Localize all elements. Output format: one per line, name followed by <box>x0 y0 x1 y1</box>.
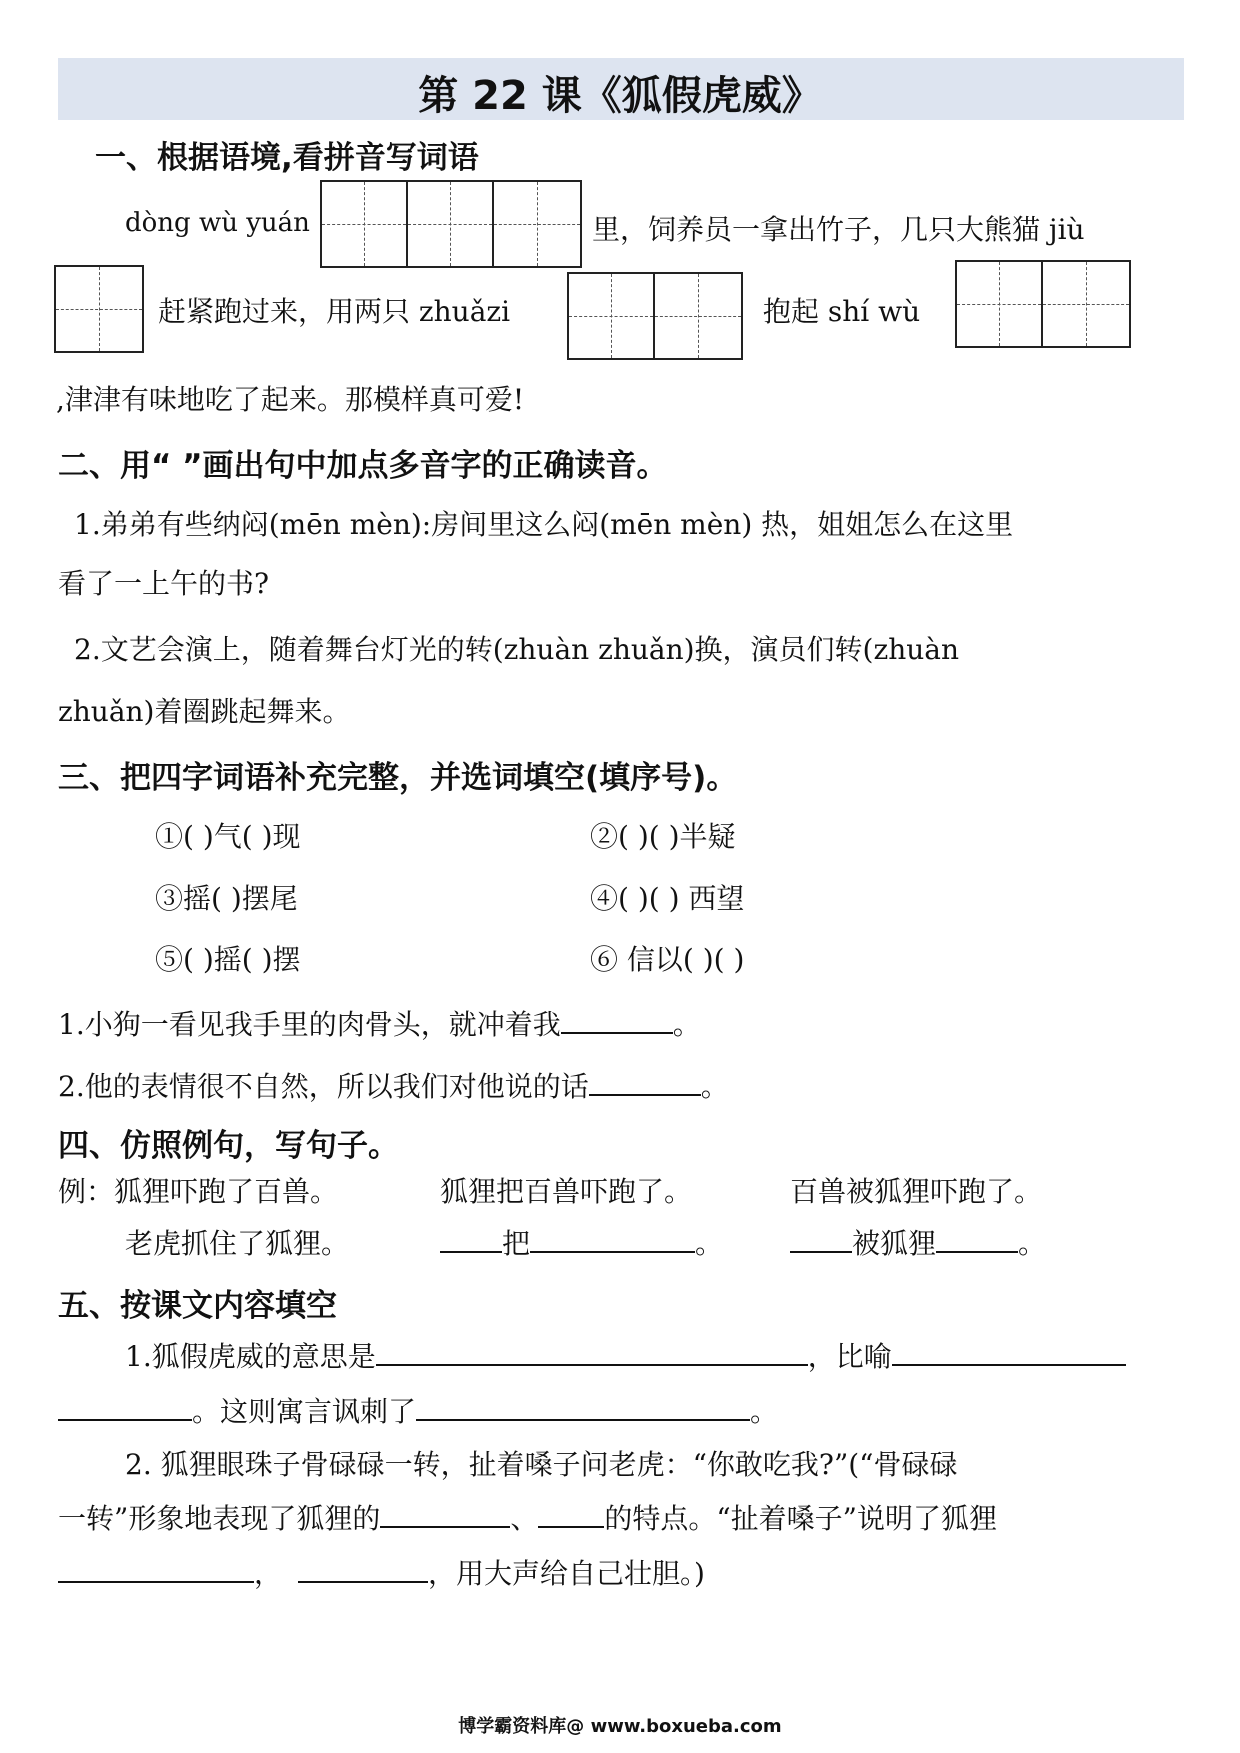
s5-satire-blank[interactable] <box>416 1418 750 1421</box>
writing-grid-zhuazi[interactable] <box>567 272 743 360</box>
writing-grid-dongwuyuan[interactable] <box>320 180 582 268</box>
footer-watermark: 博学霸资料库@ www.boxueba.com <box>458 1716 782 1737</box>
s3-q2-blank[interactable] <box>589 1093 701 1096</box>
section-1-heading: 一、根据语境,看拼音写词语 <box>95 140 479 176</box>
idiom-4: ④( )( ) 西望 <box>590 882 745 915</box>
writing-grid-jiu[interactable] <box>54 265 144 353</box>
s2-q1-line1: 1.弟弟有些纳闷(mēn mèn):房间里这么闷(mēn mèn) 热，姐姐怎么在这里 <box>74 508 1014 541</box>
idiom-3: ③摇( )摆尾 <box>155 882 298 915</box>
s3-q1-blank[interactable] <box>561 1031 673 1034</box>
s5-meaning-blank[interactable] <box>376 1363 808 1366</box>
s4-answer-bei: 被狐狸 。 <box>790 1222 1046 1262</box>
pinyin-dongwuyuan: dòng wù yuán <box>125 208 310 238</box>
s4-bei-blank-1[interactable] <box>790 1250 852 1253</box>
s2-q2-line1: 2.文艺会演上，随着舞台灯光的转(zhuàn zhuǎn)换，演员们转(zhuàn <box>74 633 960 666</box>
s4-answer-ba: 把 。 <box>440 1222 723 1262</box>
writing-grid-shiwu[interactable] <box>955 260 1131 348</box>
s5-metaphor-blank-2[interactable] <box>58 1418 192 1421</box>
s4-example-2: 狐狸把百兽吓跑了。 <box>440 1175 693 1208</box>
s5-q1-line2: 。这则寓言讽刺了 。 <box>58 1390 778 1430</box>
s5-shout-blank-1[interactable] <box>58 1580 254 1583</box>
s5-trait-blank-1[interactable] <box>380 1525 510 1528</box>
s1-text-3: 抱起 shí wù <box>763 295 921 328</box>
s5-metaphor-blank-1[interactable] <box>892 1363 1126 1366</box>
s3-q1: 1.小狗一看见我手里的肉骨头，就冲着我 。 <box>58 1008 701 1041</box>
s4-bei-blank-2[interactable] <box>936 1250 1018 1253</box>
s5-q2-line2: 一转”形象地表现了狐狸的 、 的特点。“扯着嗓子”说明了狐狸 <box>58 1502 997 1535</box>
s5-shout-blank-2[interactable] <box>298 1580 428 1583</box>
idiom-5: ⑤( )摇( )摆 <box>155 943 301 976</box>
s4-example-3: 百兽被狐狸吓跑了。 <box>790 1175 1043 1208</box>
idiom-1: ①( )气( )现 <box>155 820 301 853</box>
idiom-6: ⑥ 信以( )( ) <box>590 943 745 976</box>
s4-example-1: 例：狐狸吓跑了百兽。 <box>58 1175 339 1208</box>
s3-q2: 2.他的表情很不自然，所以我们对他说的话 。 <box>58 1070 729 1103</box>
s1-text-4: ,津津有味地吃了起来。那模样真可爱! <box>56 383 525 416</box>
s2-q1-line2: 看了一上午的书? <box>58 567 270 600</box>
s2-q2-line2: zhuǎn)着圈跳起舞来。 <box>58 695 351 728</box>
section-3-heading: 三、把四字词语补充完整，并选词填空(填序号)。 <box>58 760 738 796</box>
s5-trait-blank-2[interactable] <box>538 1525 604 1528</box>
s5-q2-line3: ， ，用大声给自己壮胆。) <box>58 1552 705 1592</box>
s4-question: 老虎抓住了狐狸。 <box>125 1227 350 1260</box>
section-5-heading: 五、按课文内容填空 <box>58 1288 337 1324</box>
section-4-heading: 四、仿照例句，写句子。 <box>58 1128 399 1164</box>
s4-ba-blank-1[interactable] <box>440 1250 502 1253</box>
s5-q2-line1: 2. 狐狸眼珠子骨碌碌一转，扯着嗓子问老虎：“你敢吃我?”(“骨碌碌 <box>125 1448 958 1481</box>
s5-q1-line1: 1.狐假虎威的意思是 ，比喻 <box>125 1335 1126 1375</box>
s1-text-1: 里，饲养员一拿出竹子，几只大熊猫 jiù <box>592 213 1085 246</box>
s1-text-2: 赶紧跑过来，用两只 zhuǎzi <box>158 295 511 328</box>
page-title: 第 22 课《狐假虎威》 <box>418 73 822 119</box>
s4-ba-blank-2[interactable] <box>530 1250 695 1253</box>
section-2-heading: 二、用“ ”画出句中加点多音字的正确读音。 <box>58 448 668 484</box>
idiom-2: ②( )( )半疑 <box>590 820 736 853</box>
